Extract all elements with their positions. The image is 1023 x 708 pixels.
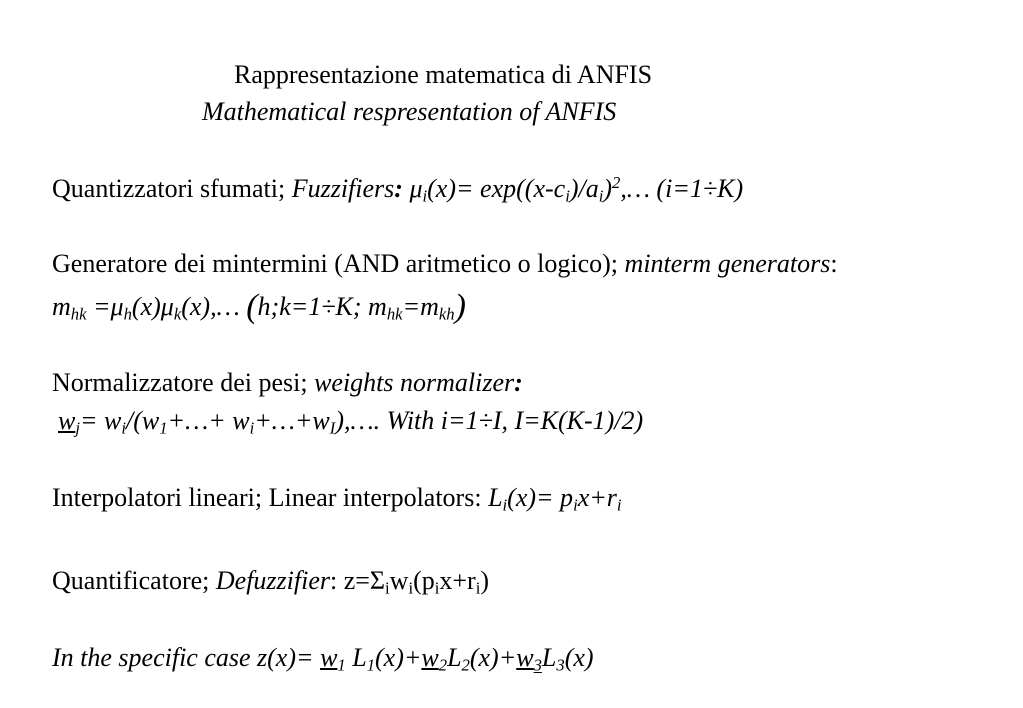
title-italian-text: Rappresentazione matematica di ANFIS [234,60,653,89]
defuzzifier-label-en: Defuzzifier [215,566,330,595]
title-italian [234,62,652,88]
defuzzifier-formula: : $z=\Sigma_iw_i(p_ix+r_i)$ [329,566,489,598]
fuzzifiers-formula: $\mu_i(x)=$ $\exp((x-c_i)/a_i)^2,\dots$ (i=1÷K) [402,172,744,206]
defuzzifier-label-it: Quantificatore; [52,566,216,595]
normalizer-label-it: Normalizzatore dei pesi; [52,368,315,397]
specific-case-line: In the specific case $z(x)= w_1$ $L_1(x)+w_2L_2(x)+w_3L_3(x)$ [52,643,594,675]
normalizer-label-line [52,370,523,396]
defuzzifier-line [52,566,489,598]
fuzzifiers-line [52,172,744,206]
title-english [202,99,616,125]
minterm-label-en: minterm generators [624,249,831,278]
minterm-formula: $m_{hk}$ $=\mu_h(x)\mu_k(x),\dots$ (h;k=1÷K; $m_{hk}=m_{kh}$) [52,288,466,325]
interpolators-label: Interpolatori lineari; Linear interpolators: [52,483,489,512]
fuzzifiers-label-en: Fuzzifiers [291,174,395,203]
normalizer-label-en: weights normalizer [314,368,515,397]
interpolators-formula: $L_i(x)= p_ix+r_i$ [488,483,622,515]
title-english-text: Mathematical respresentation of ANFIS [202,97,617,126]
normalizer-formula: $w_j=$ $w_i/(w_1+\dots+$ $w_i+\dots+w_I),\dots$. With i=1÷I, I=K(K-1)/2) [58,406,644,438]
minterm-label-it: Generatore dei mintermini (AND aritmetico o logico); [52,249,625,278]
fuzzifiers-colon: : [394,174,403,203]
normalizer-colon: : [514,368,523,397]
interpolators-line [52,483,622,515]
minterm-colon: : [830,249,838,278]
minterm-label-line [52,251,838,277]
fuzzifiers-label-it: Quantizzatori sfumati; [52,174,292,203]
